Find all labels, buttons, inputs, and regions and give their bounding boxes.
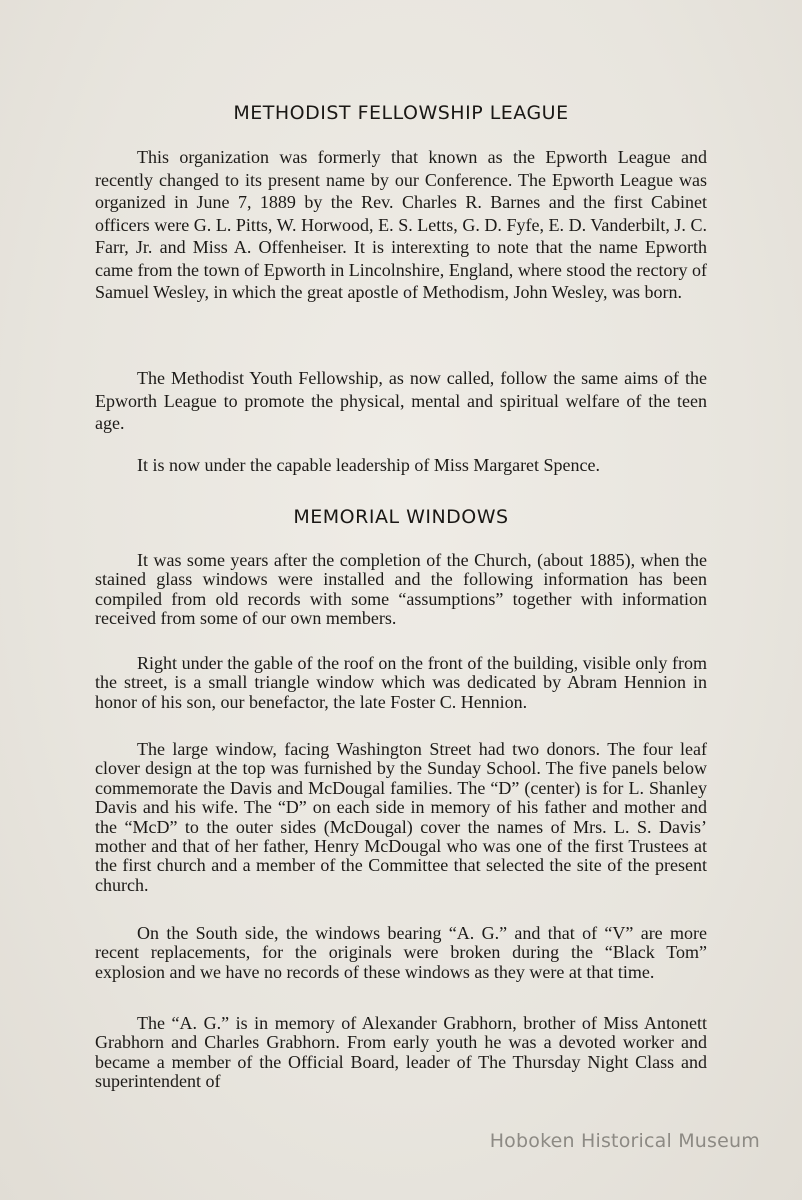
paragraph-youth-fellowship-aims: The Methodist Youth Fellowship, as now called, follow the same aims of the Epworth League to promote the physical, mental and spiritual welfare of the teen age. bbox=[95, 368, 707, 433]
heading-memorial-windows: MEMORIAL WINDOWS bbox=[293, 506, 509, 528]
paragraph-grabhorn-memorial: The “A. G.” is in memory of Alexander Grabhorn, brother of Miss Antonett Grabhorn and Charles Grabhorn. From early youth he was a devoted worker and became a member of the Official Board, leader of The Thursday Night Class and superintendent of bbox=[95, 1013, 707, 1092]
paragraph-windows-installation: It was some years after the completion of the Church, (about 1885), when the stained glass windows were installed and the following information has been compiled from old records with some “assumptions” together with information received from some of our own members. bbox=[95, 550, 707, 629]
heading-methodist-fellowship-league: METHODIST FELLOWSHIP LEAGUE bbox=[233, 102, 569, 124]
watermark-text: Hoboken Historical Museum bbox=[489, 1130, 760, 1152]
paragraph-washington-street-window: The large window, facing Washington Street had two donors. The four leaf clover design at the top was furnished by the Sunday School. The five panels below commemorate the Davis and McDougal families. The “D” (center) is for L. Shanley Davis and his wife. The “D” on each side in memory of his father and mother and the “McD” to the outer sides (McDougal) cover the names of Mrs. L. S. Davis’ mother and that of her father, Henry McDougal who was one of the first Trustees at the first church and a member of the Committee that selected the site of the present church. bbox=[95, 739, 707, 895]
paragraph-epworth-history: This organization was formerly that known as the Epworth League and recently changed to its present name by our Conference. The Epworth League was organized in June 7, 1889 by the Rev. Charles R. Barnes and the first Cabinet officers were G. L. Pitts, W. Horwood, E. S. Letts, G. D. Fyfe, E. D. Vanderbilt, J. C. Farr, Jr. and Miss A. Offenheiser. It is interexting to note that the name Epworth came from the town of Epworth in Lincolnshire, England, where stood the rectory of Samuel Wesley, in which the great apostle of Methodism, John Wesley, was born. bbox=[95, 147, 707, 302]
paragraph-leadership: It is now under the capable leadership of Miss Margaret Spence. bbox=[137, 455, 601, 475]
paragraph-triangle-window: Right under the gable of the roof on the front of the building, visible only from the street, is a small triangle window which was dedicated by Abram Hennion in honor of his son, our benefactor, the late Foster C. Hennion. bbox=[95, 653, 707, 712]
paragraph-south-side-windows: On the South side, the windows bearing “A. G.” and that of “V” are more recent replacements, for the originals were broken during the “Black Tom” explosion and we have no records of these windows as they were at that time. bbox=[95, 923, 707, 982]
